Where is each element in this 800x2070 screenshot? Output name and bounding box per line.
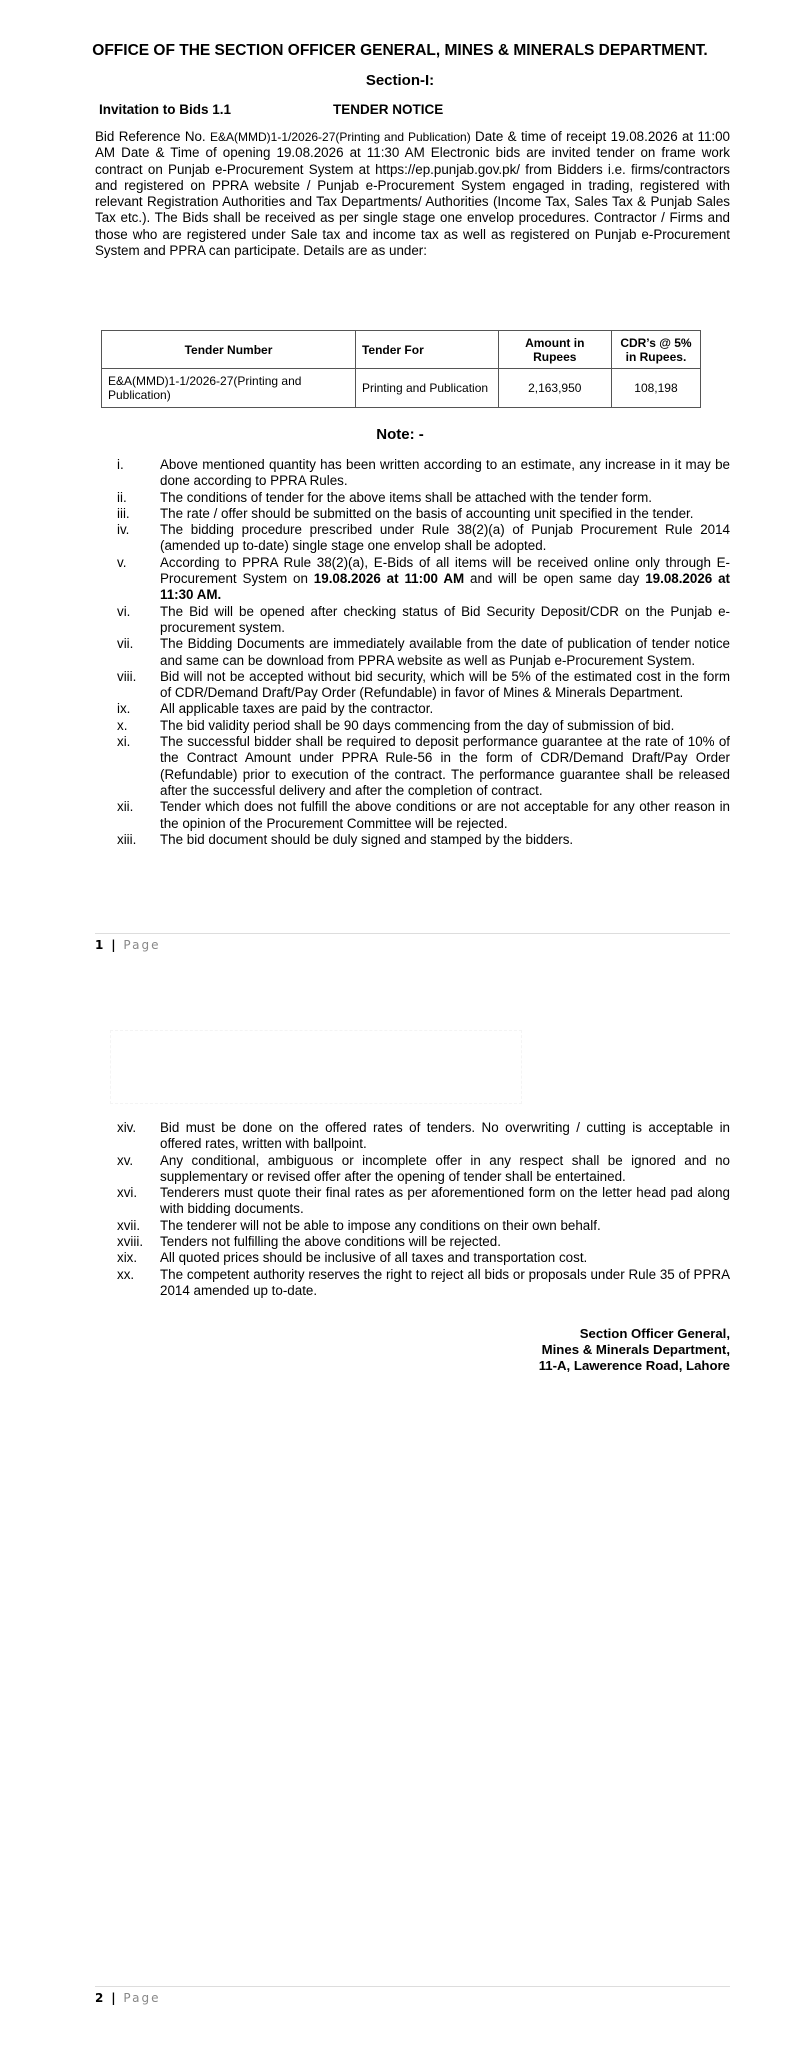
col-header-tender-for: Tender For (355, 331, 498, 369)
list-item: xiv. Bid must be done on the offered rates of tenders. No overwriting / cutting is acceptable in offered rates, written with ballpoint. (117, 1120, 730, 1152)
signature-address: 11-A, Lawerence Road, Lahore (538, 1358, 730, 1373)
list-item: xi. The successful bidder shall be required to deposit performance guarantee at the rate of 10% of the Contract Amount under PPRA Rule-56 in the form of CDR/Demand Draft/Pay Order (Refundable) prior to execution of the contract. The performance guarantee shall be released after the successful delivery and after the completion of contract. (117, 734, 730, 798)
list-item: vi. The Bid will be opened after checking status of Bid Security Deposit/CDR on the Punjab e-procurement system. (117, 603, 730, 635)
list-item: ii. The conditions of tender for the above items shall be attached with the tender form. (117, 489, 653, 505)
cell-cdr: 108,198 (611, 369, 700, 408)
section-heading: Section-I: (365, 72, 435, 89)
page-number: 2 (95, 1991, 104, 2005)
list-item: xvii. The tenderer will not be able to impose any conditions on their own behalf. (117, 1217, 601, 1233)
list-item: xv. Any conditional, ambiguous or incomplete offer in any respect shall be ignored and no supplementary or revised offer after the opening of tender shall be entertained. (117, 1152, 730, 1184)
page-number: 1 (95, 938, 104, 952)
col-header-cdr: CDR’s @ 5% in Rupees. (611, 331, 700, 369)
page-footer: 1 | Page (95, 933, 730, 952)
page-footer: 2 | Page (95, 1986, 730, 2005)
note-title: Note: - (376, 426, 424, 443)
list-item: xii. Tender which does not fulfill the above conditions or are not acceptable for any other reason in the opinion of the Procurement Committee will be rejected. (117, 799, 730, 831)
signature-department: Mines & Minerals Department, (541, 1342, 730, 1357)
page-label: Page (123, 938, 161, 952)
intro-paragraph (95, 129, 730, 259)
list-item: viii. Bid will not be accepted without bid security, which will be 5% of the estimated cost in the form of CDR/Demand Draft/Pay Order (Refundable) in favor of Mines & Minerals Department. (117, 668, 730, 701)
cell-tender-for: Printing and Publication (355, 369, 498, 408)
list-item: ix. All applicable taxes are paid by the contractor. (117, 701, 434, 717)
list-item: vii. The Bidding Documents are immediately available from the date of publication of tender notice and same can be download from PPRA website as well as Punjab e-Procurement System. (117, 636, 730, 668)
cell-tender-number: E&A(MMD)1-1/2026-27(Printing and Publication) (102, 369, 356, 408)
cell-amount: 2,163,950 (498, 369, 611, 408)
list-item: xviii. Tenders not fulfilling the above conditions will be rejected. (117, 1234, 501, 1250)
list-item: xvi. Tenderers must quote their final rates as per aforementioned form on the letter head pad along with bidding documents. (117, 1185, 730, 1217)
page-label: Page (123, 1991, 161, 2005)
list-item: iii. The rate / offer should be submitted on the basis of accounting unit specified in the tender. (117, 505, 694, 521)
office-heading: OFFICE OF THE SECTION OFFICER GENERAL, MINES & MINERALS DEPARTMENT. (92, 42, 708, 59)
signature-title: Section Officer General, (579, 1326, 730, 1341)
list-item: iv. The bidding procedure prescribed under Rule 38(2)(a) of Punjab Procurement Rule 2014 (amended up to-date) single stage one envelop shall be adopted. (117, 522, 730, 554)
signature-block (480, 1326, 730, 1374)
table-row (102, 369, 701, 408)
list-item: v. According to PPRA Rule 38(2)(a), E-Bids of all items will be received online only through E-Procurement System on 19.08.2026 at 11:00 AM and will be open same day 19.08.2026 at 11:30 AM. (117, 554, 730, 603)
page-1 (0, 0, 800, 960)
col-header-tender-number: Tender Number (102, 331, 356, 369)
intro-lead: Bid Reference No. (95, 129, 210, 144)
list-item: xiii. The bid document should be duly signed and stamped by the bidders. (117, 831, 574, 847)
list-item: xx. The competent authority reserves the right to reject all bids or proposals under Rule 35 of PPRA 2014 amended up to-date. (117, 1266, 730, 1298)
col-header-amount: Amount in Rupees (498, 331, 611, 369)
notes-list-page-1 (0, 457, 800, 848)
page-2 (0, 1030, 800, 2070)
list-item: xix. All quoted prices should be inclusive of all taxes and transportation cost. (117, 1250, 588, 1266)
list-item: i. Above mentioned quantity has been written according to an estimate, any increase in it may be done according to PPRA Rules. (117, 457, 730, 489)
invitation-label: Invitation to Bids 1.1 (99, 102, 232, 117)
tender-table (101, 330, 701, 408)
bid-reference: E&A(MMD)1-1/2026-27(Printing and Publication) (210, 130, 471, 144)
intro-body: Date & time of receipt 19.08.2026 at 11:00 AM Date & Time of opening 19.08.2026 at 11:30 AM Electronic bids are invited tender on frame work contract on Punjab e-Procurement System at https://ep.punjab.gov.pk/ from Bidders i.e. firms/contractors and registered on PPRA website / Punjab e-Procurement System engaged in trading, registered with relevant Registration Authorities and Tax Departments/ Authorities (Income Tax, Sales Tax & Punjab Sales Tax etc.). The Bids shall be received as per single stage one envelop procedures. Contractor / Firms and those who are registered under Sale tax and income tax as well as registered on Punjab e-Procurement System and PPRA can participate. Details are as under: (95, 129, 731, 259)
table-header-row (102, 331, 701, 369)
tender-notice-title: TENDER NOTICE (333, 102, 444, 117)
faint-header-table (110, 1030, 522, 1104)
notes-list-page-2 (0, 1120, 800, 1299)
list-item: x. The bid validity period shall be 90 days commencing from the day of submission of bid. (117, 717, 675, 733)
